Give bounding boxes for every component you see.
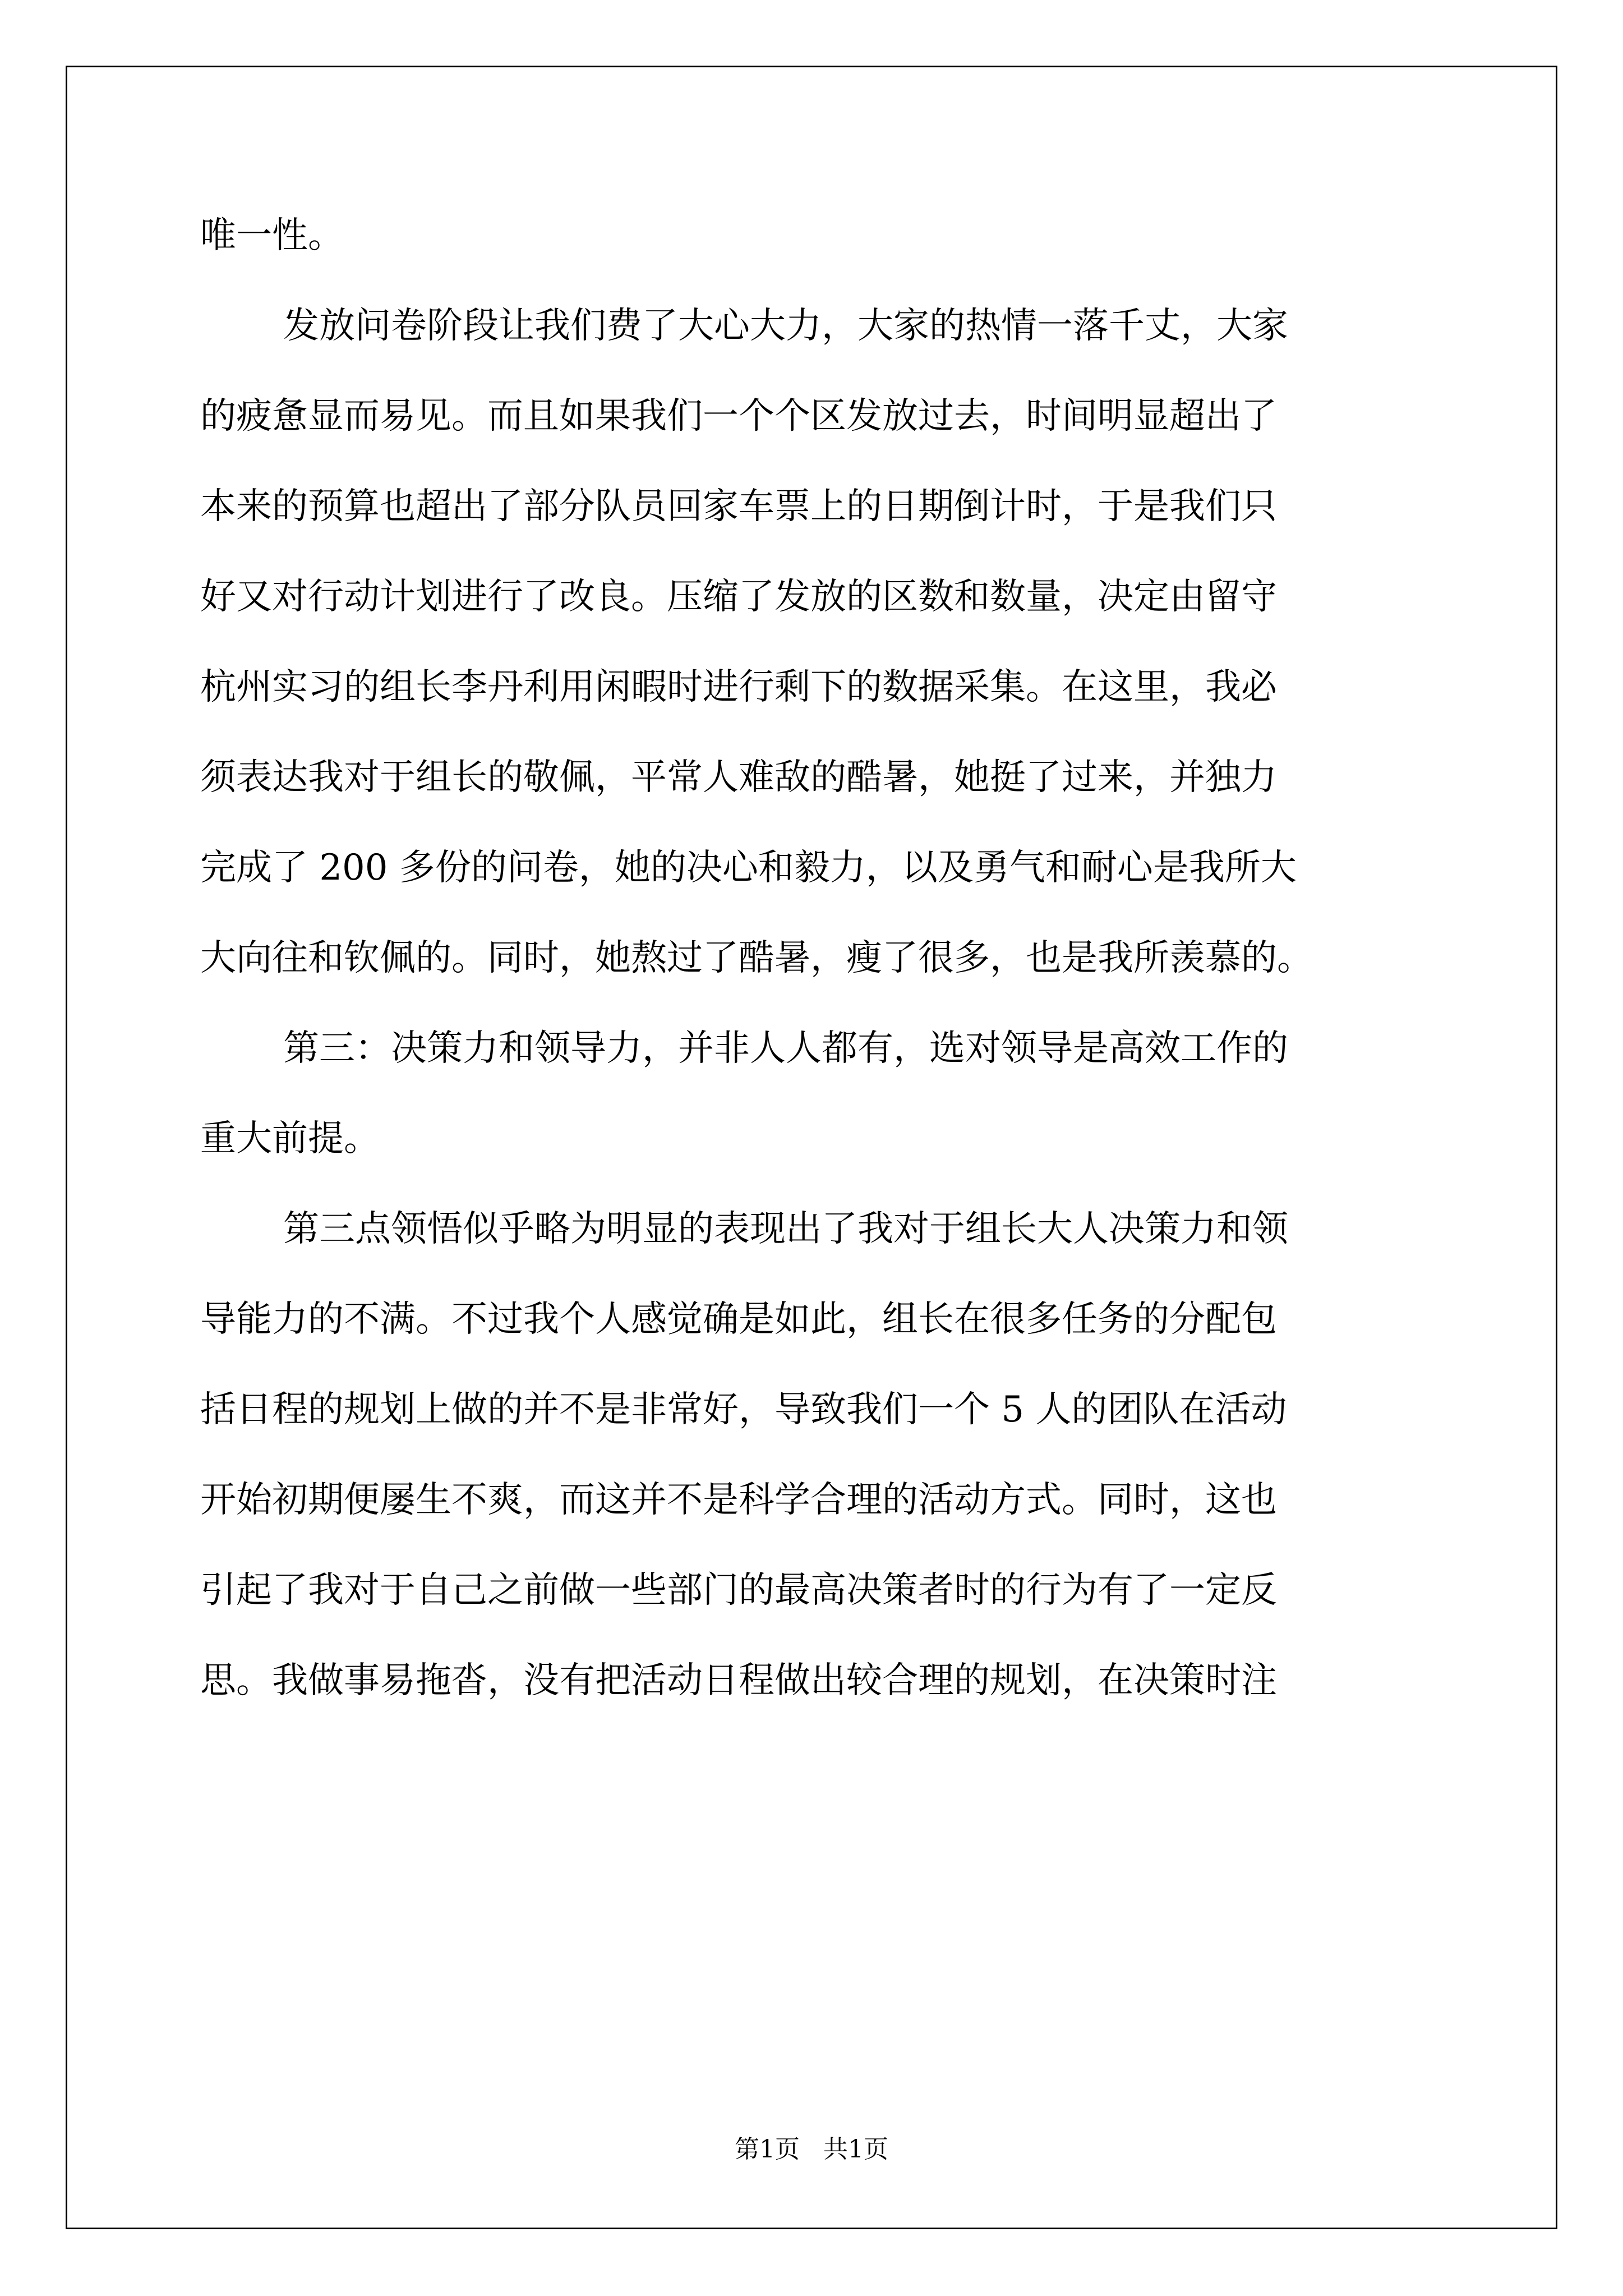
text-line-3: 的疲惫显而易见。而且如果我们一个个区发放过去，时间明显超出了 [200,395,1277,437]
text-line-14: 括日程的规划上做的并不是非常好，导致我们一个 5 人的团队在活动 [200,1389,1287,1430]
text-line-15: 开始初期便屡生不爽，而这并不是科学合理的活动方式。同时，这也 [200,1479,1277,1521]
text-line-8: 完成了 200 多份的问卷，她的决心和毅力，以及勇气和耐心是我所大 [200,847,1297,889]
text-line-5: 好又对行动计划进行了改良。压缩了发放的区数和数量，决定由留守 [200,576,1277,618]
text-line-6: 杭州实习的组长李丹利用闲暇时进行剩下的数据采集。在这里，我必 [200,666,1277,708]
page-footer: 第1页 共1页 [735,2135,888,2164]
text-line-13: 导能力的不满。不过我个人感觉确是如此，组长在很多任务的分配包 [200,1299,1277,1340]
text-line-16: 引起了我对于自己之前做一些部门的最高决策者时的行为有了一定反 [200,1570,1277,1611]
text-line-12: 第三点领悟似乎略为明显的表现出了我对于组长大人决策力和领 [283,1208,1288,1250]
text-line-2: 发放问卷阶段让我们费了大心大力，大家的热情一落千丈，大家 [283,305,1288,347]
text-line-7: 须表达我对于组长的敬佩，平常人难敌的酷暑，她挺了过来，并独力 [200,757,1277,798]
text-line-1: 唯一性。 [200,215,344,256]
text-line-9: 大向往和钦佩的。同时，她熬过了酷暑，瘦了很多，也是我所羡慕的。 [200,937,1313,979]
text-line-10: 第三：决策力和领导力，并非人人都有，选对领导是高效工作的 [283,1028,1288,1069]
text-line-11: 重大前提。 [200,1118,380,1159]
text-line-17: 思。我做事易拖沓，没有把活动日程做出较合理的规划，在决策时注 [200,1660,1277,1701]
text-line-4: 本来的预算也超出了部分队员回家车票上的日期倒计时，于是我们只 [200,486,1277,527]
